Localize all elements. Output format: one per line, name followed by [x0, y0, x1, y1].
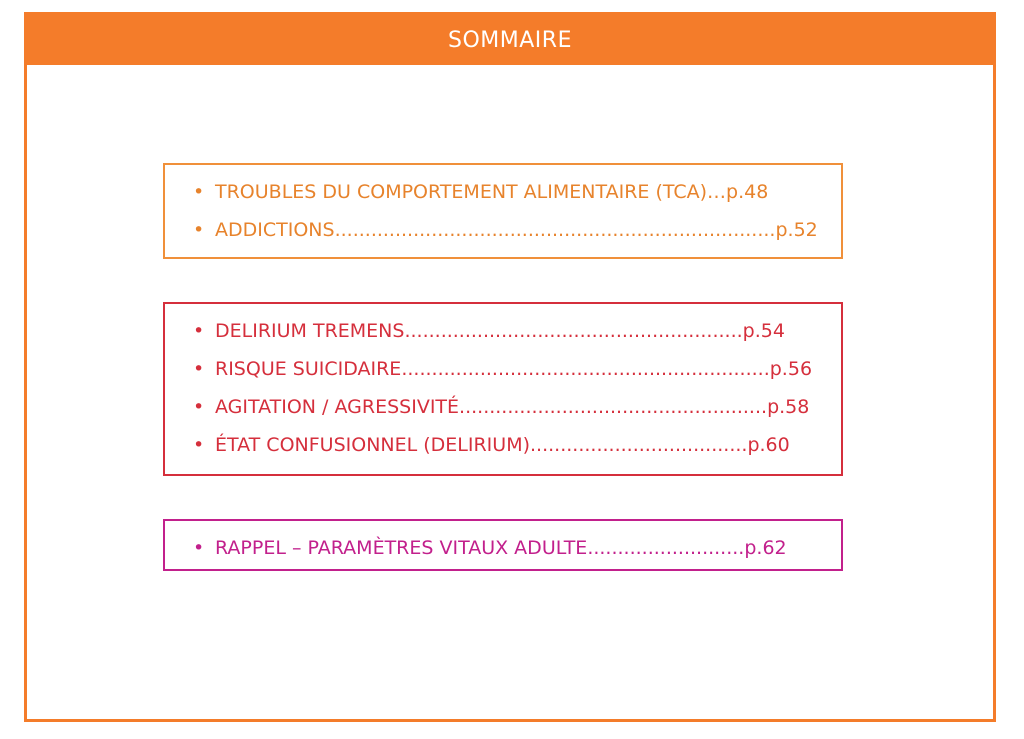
toc-header [27, 15, 993, 65]
toc-item-leader: ................................................... [459, 396, 768, 418]
toc-item-leader: .................................... [530, 434, 748, 456]
toc-group-emergencies [163, 302, 843, 476]
toc-item-label: ADDICTIONS [215, 219, 335, 241]
bullet-icon: • [193, 434, 205, 456]
toc-item-label: RAPPEL – PARAMÈTRES VITAUX ADULTE [215, 537, 588, 559]
toc-item-page: p.52 [775, 219, 818, 241]
bullet-icon: • [193, 537, 205, 559]
toc-item-page: p.60 [747, 434, 790, 456]
toc-item-label: RISQUE SUICIDAIRE [215, 358, 402, 380]
toc-item-leader: ........................................................ [404, 320, 743, 342]
toc-item-label: ÉTAT CONFUSIONNEL (DELIRIUM) [215, 434, 531, 456]
toc-item-addictions[interactable] [193, 211, 829, 249]
bullet-icon: • [193, 396, 205, 418]
bullet-icon: • [193, 358, 205, 380]
toc-item-page: p.62 [744, 537, 787, 559]
toc-item-agitation[interactable] [193, 388, 829, 426]
toc-item-leader: ......................................................................... [334, 219, 776, 241]
toc-item-page: p.54 [742, 320, 785, 342]
toc-frame [24, 12, 996, 722]
toc-item-parametres-vitaux[interactable] [193, 529, 829, 567]
toc-item-label: TROUBLES DU COMPORTEMENT ALIMENTAIRE (TCA) [215, 181, 708, 203]
toc-item-leader: .......................... [587, 537, 745, 559]
toc-item-page: p.56 [769, 358, 813, 380]
toc-item-risque-suicidaire[interactable] [193, 350, 829, 388]
bullet-icon: • [193, 181, 205, 203]
toc-item-leader: ............................................................. [401, 358, 770, 380]
toc-item-label: AGITATION / AGRESSIVITÉ [215, 396, 460, 418]
toc-item-delirium-tremens[interactable] [193, 312, 829, 350]
toc-item-etat-confusionnel[interactable] [193, 426, 829, 464]
toc-item-leader: … [707, 181, 727, 203]
toc-title: SOMMAIRE [448, 27, 572, 53]
bullet-icon: • [193, 320, 205, 342]
toc-group-eating-addictions [163, 163, 843, 259]
bullet-icon: • [193, 219, 205, 241]
toc-item-label: DELIRIUM TREMENS [215, 320, 405, 342]
toc-item-tca[interactable] [193, 173, 829, 211]
toc-item-page: p.58 [767, 396, 810, 418]
toc-group-vital-signs [163, 519, 843, 571]
toc-item-page: p.48 [726, 181, 769, 203]
